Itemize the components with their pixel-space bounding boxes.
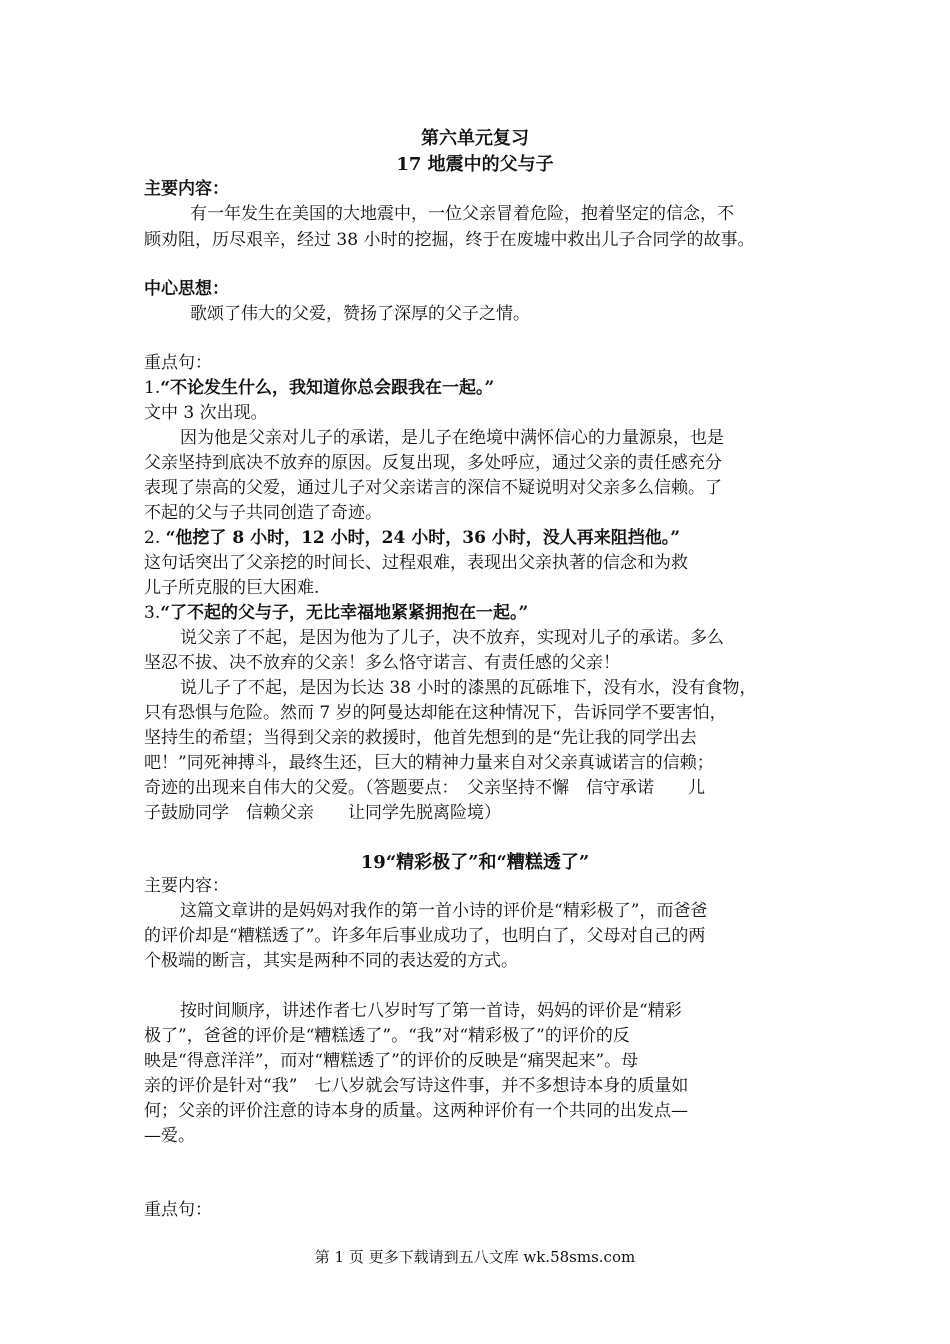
- sentence-2-number: 2.: [144, 528, 161, 548]
- unit-title: 第六单元复习: [421, 128, 529, 149]
- sentence-3-number: 3.: [144, 603, 161, 623]
- sentence-1-line: 因为他是父亲对儿子的承诺，是儿子在绝境中满怀信心的力量源泉，也是: [180, 428, 724, 448]
- sentence-1-line: 表现了崇高的父爱，通过儿子对父亲诺言的深信不疑说明对父亲多么信赖。了: [144, 478, 722, 498]
- sentence-3-line: 子鼓励同学 信赖父亲 让同学先脱离险境）: [144, 803, 501, 823]
- lesson17-main-line: 有一年发生在美国的大地震中，一位父亲冒着危险，抱着坚定的信念，不: [190, 204, 734, 224]
- lesson19-title: 19“精彩极了”和“糟糕透了”: [360, 852, 590, 873]
- lesson19-p2-line: 按时间顺序，讲述作者七八岁时写了第一首诗，妈妈的评价是“精彩: [180, 1001, 682, 1021]
- lesson17-key-label: 重点句：: [144, 353, 212, 373]
- lesson19-p1-line: 的评价却是“糟糕透了”。许多年后事业成功了，也明白了，父母对自己的两: [144, 926, 706, 946]
- lesson17-main-label: 主要内容：: [144, 179, 229, 199]
- sentence-3-line: 说父亲了不起，是因为他为了儿子，决不放弃，实现对儿子的承诺。多么: [180, 628, 724, 648]
- lesson17-theme-label: 中心思想：: [144, 279, 229, 299]
- lesson17-title: 17 地震中的父与子: [396, 154, 554, 175]
- lesson19-p2-line: 亲的评价是针对“我” 七八岁就会写诗这件事，并不多想诗本身的质量如: [144, 1076, 689, 1096]
- sentence-2-line: 儿子所克服的巨大困难.: [144, 578, 320, 598]
- sentence-3: [144, 601, 528, 625]
- sentence-3-line: 说儿子了不起，是因为长达 38 小时的漆黑的瓦砾堆下，没有水，没有食物，: [180, 678, 757, 698]
- sentence-1-number: 1.: [144, 378, 161, 398]
- sentence-1: [144, 376, 494, 400]
- lesson19-p2-line: 极了”，爸爸的评价是“糟糕透了”。“我”对“精彩极了”的评价的反: [144, 1026, 630, 1046]
- lesson19-p1-line: 个极端的断言，其实是两种不同的表达爱的方式。: [144, 951, 518, 971]
- sentence-3-quote: “了不起的父与子，无比幸福地紧紧拥抱在一起。”: [160, 603, 529, 623]
- lesson17-main-line: 顾劝阻，历尽艰辛，经过 38 小时的挖掘，终于在废墟中救出儿子合同学的故事。: [144, 230, 755, 250]
- sentence-3-line: 坚持生的希望；当得到父亲的救援时，他首先想到的是“先让我的同学出去: [144, 728, 697, 748]
- sentence-2-quote: “他挖了 8 小时，12 小时，24 小时，36 小时，没人再来阻挡他。”: [165, 528, 681, 548]
- sentence-3-line: 只有恐惧与危险。然而 7 岁的阿曼达却能在这种情况下，告诉同学不要害怕，: [144, 703, 727, 723]
- lesson19-p2-line: 映是“得意洋洋”，而对“糟糕透了”的评价的反映是“痛哭起来”。母: [144, 1051, 639, 1071]
- lesson19-key-label: 重点句：: [144, 1200, 212, 1220]
- sentence-2: [144, 526, 680, 550]
- page-footer: 第 1 页 更多下载请到五八文库 wk.58sms.com: [314, 1248, 636, 1266]
- lesson19-p2-line: —爱。: [144, 1126, 195, 1146]
- lesson19-p1-line: 这篇文章讲的是妈妈对我作的第一首小诗的评价是“精彩极了”，而爸爸: [180, 901, 708, 921]
- sentence-1-line: 父亲坚持到底决不放弃的原因。反复出现，多处呼应，通过父亲的责任感充分: [144, 453, 722, 473]
- sentence-1-quote: “不论发生什么，我知道你总会跟我在一起。”: [160, 378, 495, 398]
- sentence-2-line: 这句话突出了父亲挖的时间长、过程艰难，表现出父亲执著的信念和为救: [144, 553, 688, 573]
- sentence-1-line: 不起的父与子共同创造了奇迹。: [144, 503, 382, 523]
- sentence-3-line: 坚忍不拔、决不放弃的父亲！多么恪守诺言、有责任感的父亲！: [144, 653, 620, 673]
- sentence-1-note: 文中 3 次出现。: [144, 403, 268, 423]
- lesson19-p2-line: 何；父亲的评价注意的诗本身的质量。这两种评价有一个共同的出发点—: [144, 1101, 688, 1121]
- sentence-3-line: 吧！”同死神搏斗，最终生还，巨大的精神力量来自对父亲真诚诺言的信赖；: [144, 753, 714, 773]
- sentence-3-line: 奇迹的出现来自伟大的父爱。（答题要点： 父亲坚持不懈 信守承诺 儿: [144, 778, 705, 798]
- lesson19-main-label: 主要内容：: [144, 876, 229, 896]
- lesson17-theme-text: 歌颂了伟大的父爱，赞扬了深厚的父子之情。: [190, 304, 530, 324]
